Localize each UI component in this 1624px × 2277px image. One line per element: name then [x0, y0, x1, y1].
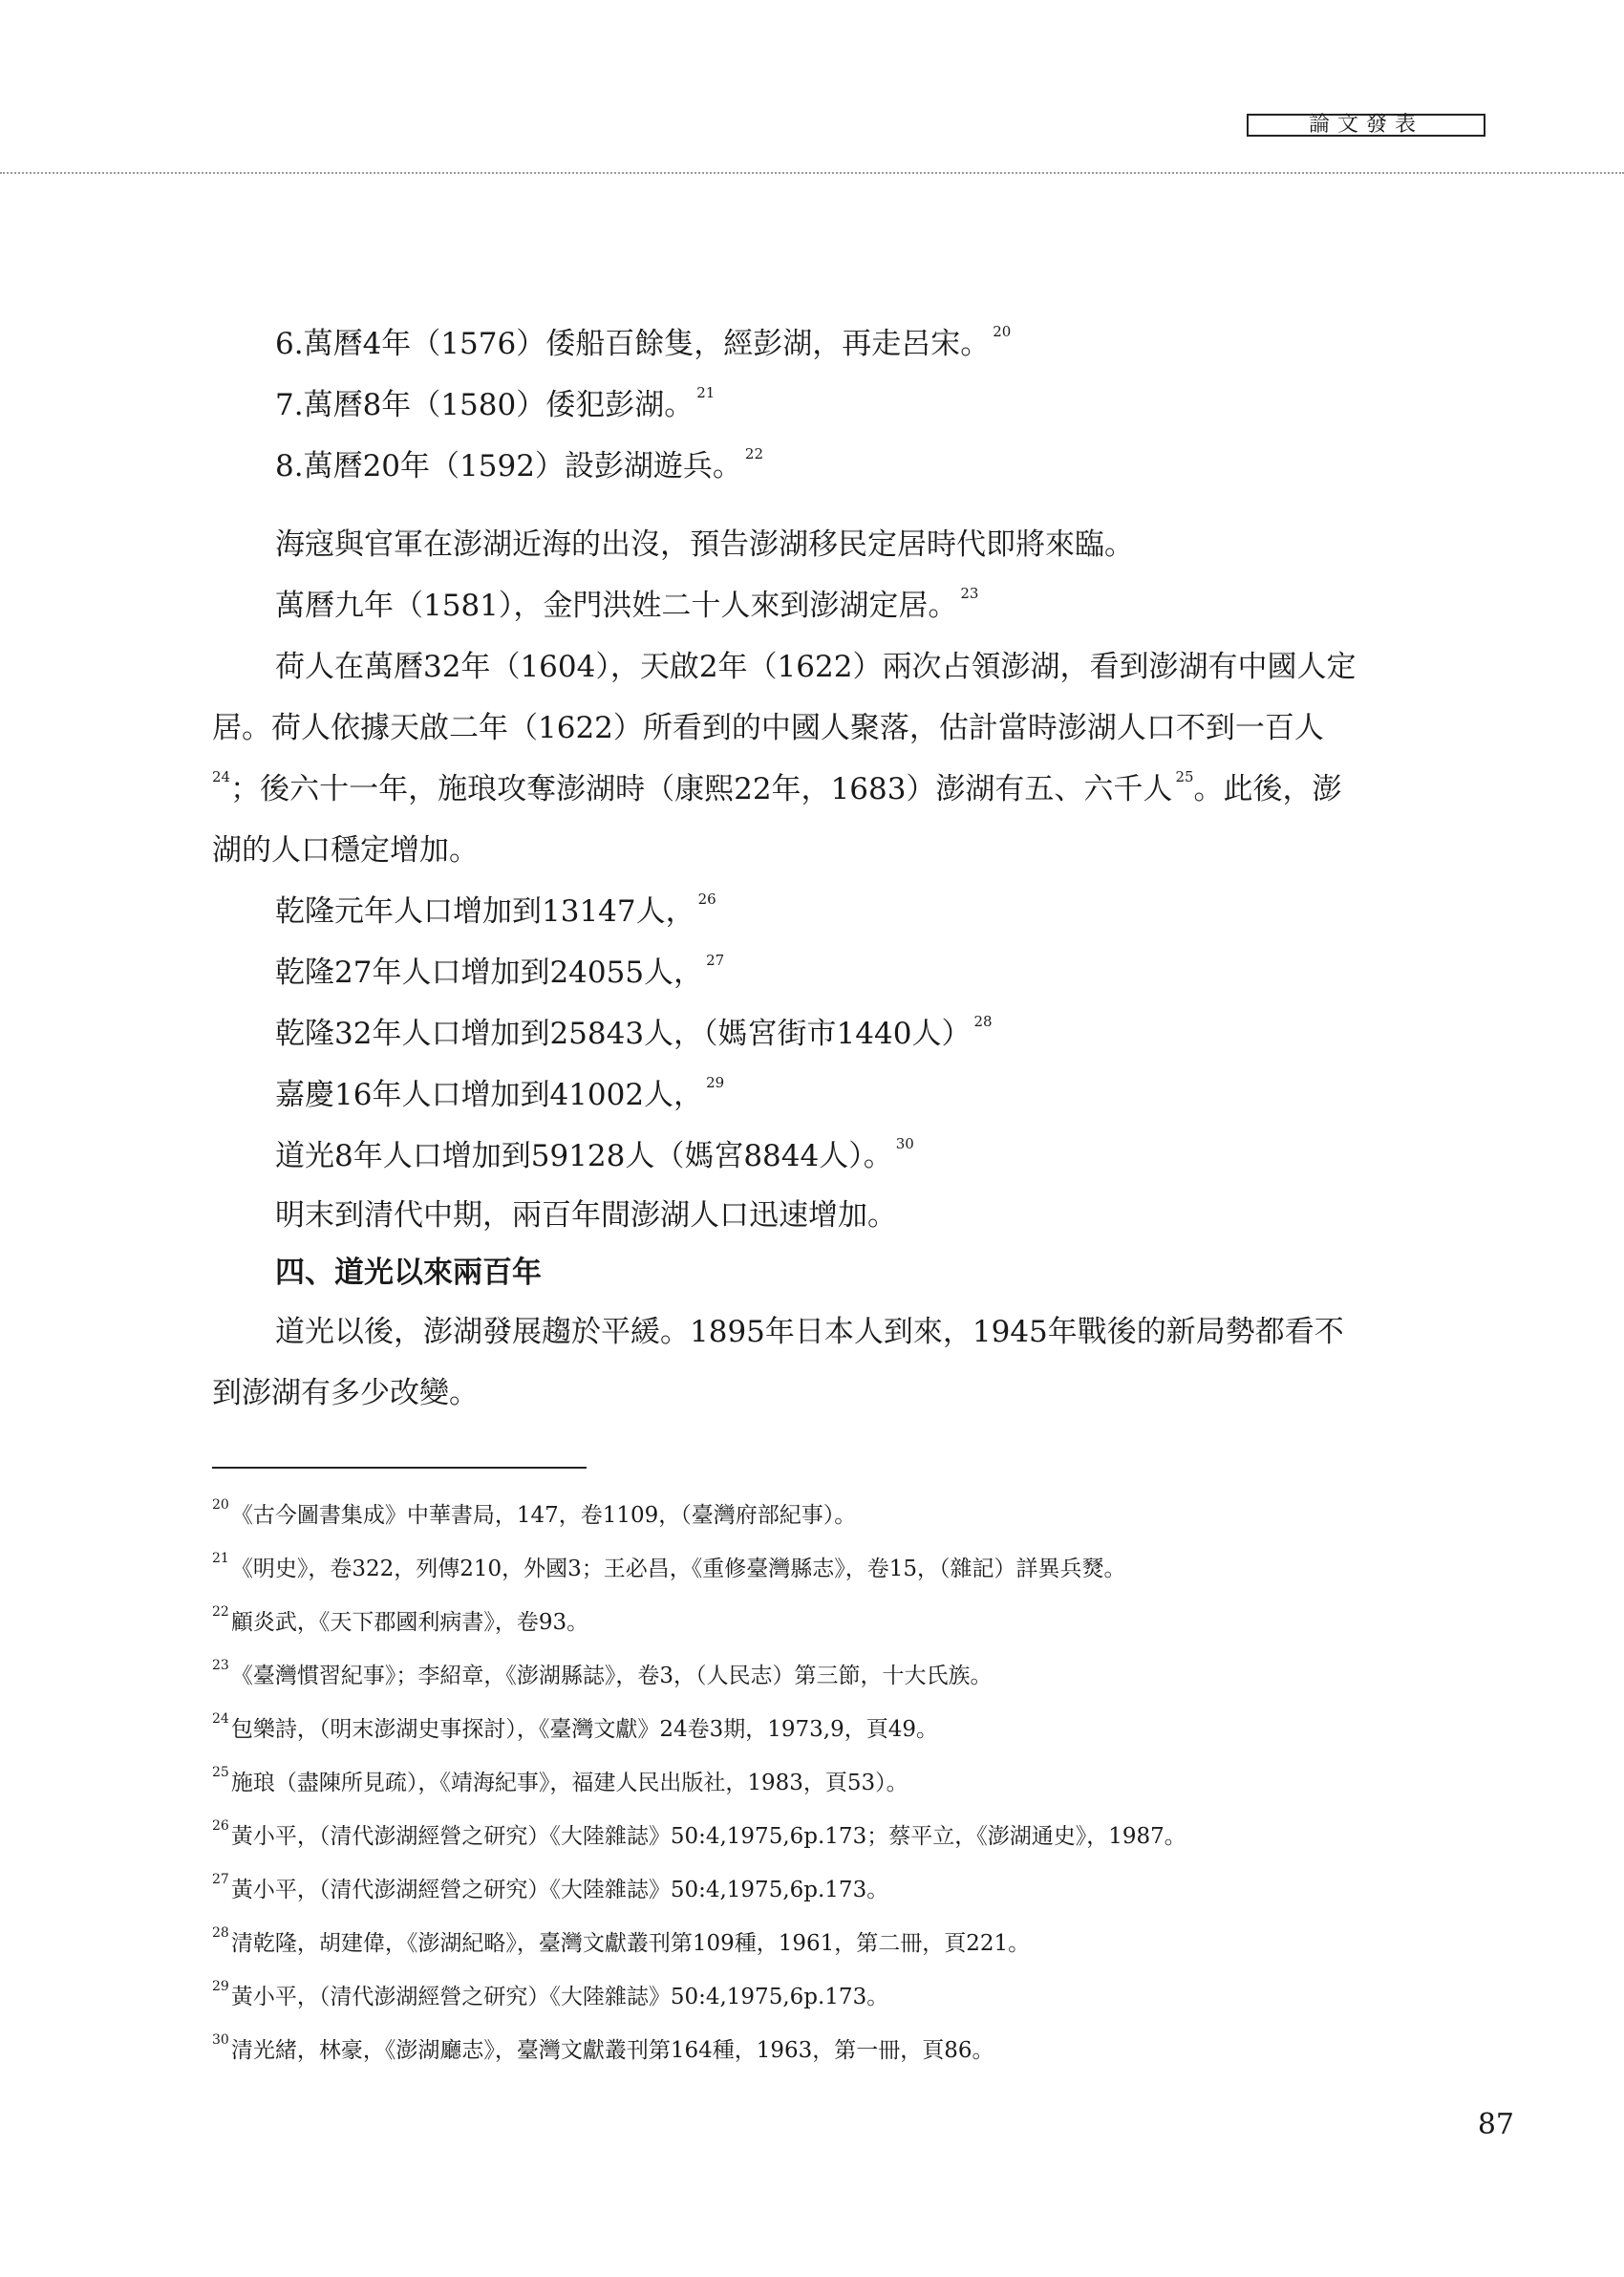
page-number: 87: [1477, 2108, 1514, 2141]
body-line: 到澎湖有多少改變。: [212, 1376, 479, 1410]
footnote-number: 22: [212, 1604, 229, 1620]
footnote-divider: [212, 1467, 587, 1469]
footnote-ref[interactable]: 21: [696, 384, 716, 401]
body-line: 萬曆九年（1581），金門洪姓二十人來到澎湖定居。: [275, 589, 958, 623]
list-item: [212, 436, 1414, 497]
body-line: 8.萬曆20年（1592）設彭湖遊兵。: [275, 449, 742, 483]
population-item: [212, 942, 1414, 1003]
footnotes: [212, 1489, 1414, 2077]
body-line: 湖的人口穩定增加。: [212, 833, 479, 868]
footnote: [212, 1596, 1414, 1649]
body-line: 6.萬曆4年（1576）倭船百餘隻，經彭湖，再走呂宋。: [275, 327, 991, 361]
footnote-number: 25: [212, 1765, 229, 1780]
population-item: [212, 1126, 1414, 1187]
footnote-number: 26: [212, 1818, 229, 1834]
list-item: [212, 313, 1414, 375]
footnote-text: 黃小平，（清代澎湖經營之研究）《大陸雜誌》50:4,1975,6p.173。: [230, 1878, 889, 1902]
footnote: [212, 2024, 1414, 2077]
footnote: [212, 1863, 1414, 1917]
paragraph-line: [212, 820, 1414, 881]
body-line: 。此後，澎: [1193, 772, 1342, 806]
header-divider: [0, 172, 1624, 174]
body-line: 乾隆27年人口增加到24055人，: [275, 956, 704, 990]
footnote: [212, 1703, 1414, 1756]
body-line: 明末到清代中期，兩百年間澎湖人口迅速增加。: [275, 1198, 897, 1233]
body-line: 7.萬曆8年（1580）倭犯彭湖。: [275, 388, 694, 422]
footnote: [212, 1542, 1414, 1596]
footnote-text: 施琅（盡陳所見疏），《靖海紀事》，福建人民出版社，1983，頁53）。: [230, 1771, 908, 1795]
footnote: [212, 1917, 1414, 1970]
footnote: [212, 1649, 1414, 1703]
footnote: [212, 1970, 1414, 2024]
paragraph-line: [212, 514, 1414, 575]
footnote: [212, 1489, 1414, 1542]
paragraph-line: [212, 1301, 1414, 1363]
footnote-number: 23: [212, 1658, 229, 1673]
footnote-text: 《臺灣慣習紀事》；李紹章，《澎湖縣誌》，卷3，（人民志）第三節，十大氏族。: [230, 1664, 993, 1688]
footnote-text: 清光緒，林豪，《澎湖廳志》，臺灣文獻叢刊第164種，1963，第一冊，頁86。: [230, 2038, 994, 2063]
list-item: [212, 375, 1414, 436]
section-heading: [212, 1244, 1414, 1301]
footnote-number: 27: [212, 1872, 229, 1887]
footnote-ref[interactable]: 26: [697, 891, 716, 908]
paragraph-line: [212, 698, 1414, 759]
body-line: 乾隆32年人口增加到25843人，（媽宮街市1440人）: [275, 1017, 972, 1051]
paragraph-line: [212, 575, 1414, 636]
footnote-ref[interactable]: 30: [895, 1135, 914, 1152]
footnote-number: 29: [212, 1979, 229, 1994]
paragraph-line: [212, 1187, 1414, 1244]
footnote-number: 24: [212, 1711, 229, 1727]
footnote-text: 黃小平，（清代澎湖經營之研究）《大陸雜誌》50:4,1975,6p.173。: [230, 1985, 889, 2009]
footnote-ref[interactable]: 24: [212, 768, 231, 785]
population-item: [212, 1064, 1414, 1126]
footnote-text: 黃小平，（清代澎湖經營之研究）《大陸雜誌》50:4,1975,6p.173；蔡平立，《澎湖通史》，1987。: [230, 1824, 1186, 1849]
paragraph-line: [212, 1363, 1414, 1424]
body-line: 海寇與官軍在澎湖近海的出沒，預告澎湖移民定居時代即將來臨。: [275, 527, 1134, 562]
footnote-text: 《古今圖書集成》中華書局，147，卷1109，（臺灣府部紀事）。: [230, 1503, 857, 1528]
body-line: 道光8年人口增加到59128人（媽宮8844人）。: [275, 1139, 893, 1173]
paragraph-line: [212, 636, 1414, 698]
body-line: 居。荷人依據天啟二年（1622）所看到的中國人聚落，估計當時澎湖人口不到一百人: [212, 711, 1324, 745]
footnote-ref[interactable]: 27: [706, 952, 725, 969]
footnote-ref[interactable]: 29: [706, 1074, 725, 1091]
footnote-text: 顧炎武，《天下郡國利病書》，卷93。: [230, 1610, 589, 1635]
body-line: 乾隆元年人口增加到13147人，: [275, 894, 695, 929]
footnote-text: 包樂詩，（明末澎湖史事探討），《臺灣文獻》24卷3期，1973,9，頁49。: [230, 1717, 938, 1742]
paragraph-line: [212, 759, 1414, 820]
footnote-ref[interactable]: 23: [960, 585, 979, 602]
footnote-ref[interactable]: 28: [973, 1013, 993, 1030]
footnote-number: 28: [212, 1925, 229, 1941]
footnote-number: 20: [212, 1497, 229, 1513]
population-item: [212, 1003, 1414, 1064]
footnote-ref[interactable]: 20: [993, 323, 1012, 340]
footnote-number: 30: [212, 2032, 229, 2048]
footnote-text: 《明史》，卷322，列傳210，外國3；王必昌，《重修臺灣縣志》，卷15，（雜記）詳異兵燹。: [230, 1557, 1126, 1581]
footnote: [212, 1810, 1414, 1863]
body-line: ；後六十一年，施琅攻奪澎湖時（康熙22年，1683）澎湖有五、六千人: [230, 772, 1173, 806]
population-item: [212, 881, 1414, 942]
footnote-ref[interactable]: 22: [744, 445, 764, 462]
footnote: [212, 1756, 1414, 1810]
section-label: 論文發表: [1247, 114, 1485, 137]
footnote-number: 21: [212, 1551, 229, 1566]
body-line: 道光以後，澎湖發展趨於平緩。1895年日本人到來，1945年戰後的新局勢都看不: [275, 1315, 1344, 1349]
footnote-ref[interactable]: 25: [1175, 768, 1194, 785]
heading-text: 四、道光以來兩百年: [275, 1256, 542, 1290]
body-line: 嘉慶16年人口增加到41002人，: [275, 1078, 704, 1112]
body-line: 荷人在萬曆32年（1604），天啟2年（1622）兩次占領澎湖，看到澎湖有中國人定: [275, 650, 1357, 684]
body-text: [212, 313, 1414, 1424]
footnote-text: 清乾隆，胡建偉，《澎湖紀略》，臺灣文獻叢刊第109種，1961，第二冊，頁221。: [230, 1931, 1031, 1956]
